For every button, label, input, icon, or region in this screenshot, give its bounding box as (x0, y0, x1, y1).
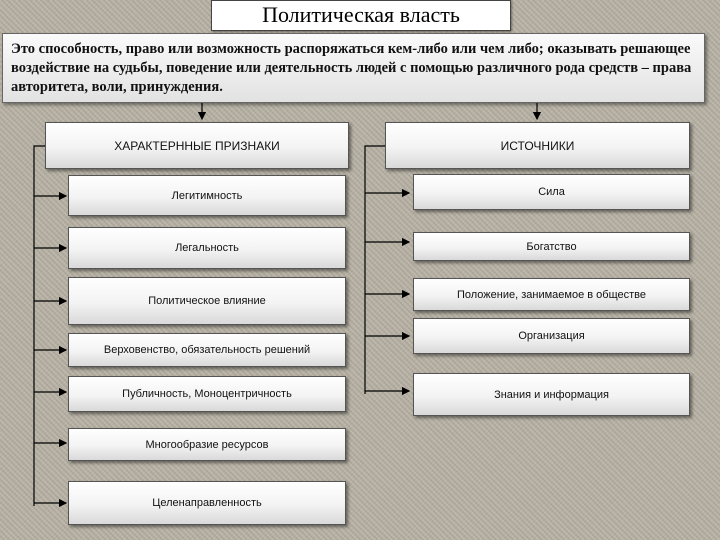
left-item-resources: Многообразие ресурсов (68, 428, 346, 461)
right-item-position: Положение, занимаемое в обществе (413, 278, 690, 311)
left-item-purposefulness: Целенаправленность (68, 481, 346, 525)
right-item-force: Сила (413, 174, 690, 210)
left-item-political-influence: Политическое влияние (68, 277, 346, 325)
right-item-organization: Организация (413, 318, 690, 354)
right-header: ИСТОЧНИКИ (385, 122, 690, 169)
left-item-legitimacy: Легитимность (68, 175, 346, 216)
left-item-supremacy: Верховенство, обязательность решений (68, 333, 346, 367)
right-item-knowledge: Знания и информация (413, 373, 690, 416)
left-header: ХАРАКТЕРННЫЕ ПРИЗНАКИ (45, 122, 349, 169)
left-item-publicity: Публичность, Моноцентричность (68, 376, 346, 412)
diagram-title: Политическая власть (211, 0, 511, 31)
left-item-legality: Легальность (68, 227, 346, 269)
definition-text: Это способность, право или возможность распоряжаться кем-либо или чем либо; оказывать решающее воздействие на судьбы, поведение или деятельность людей с помощью различного рода средств – права авторитета, воли, принуждения. (2, 33, 705, 103)
right-item-wealth: Богатство (413, 232, 690, 261)
